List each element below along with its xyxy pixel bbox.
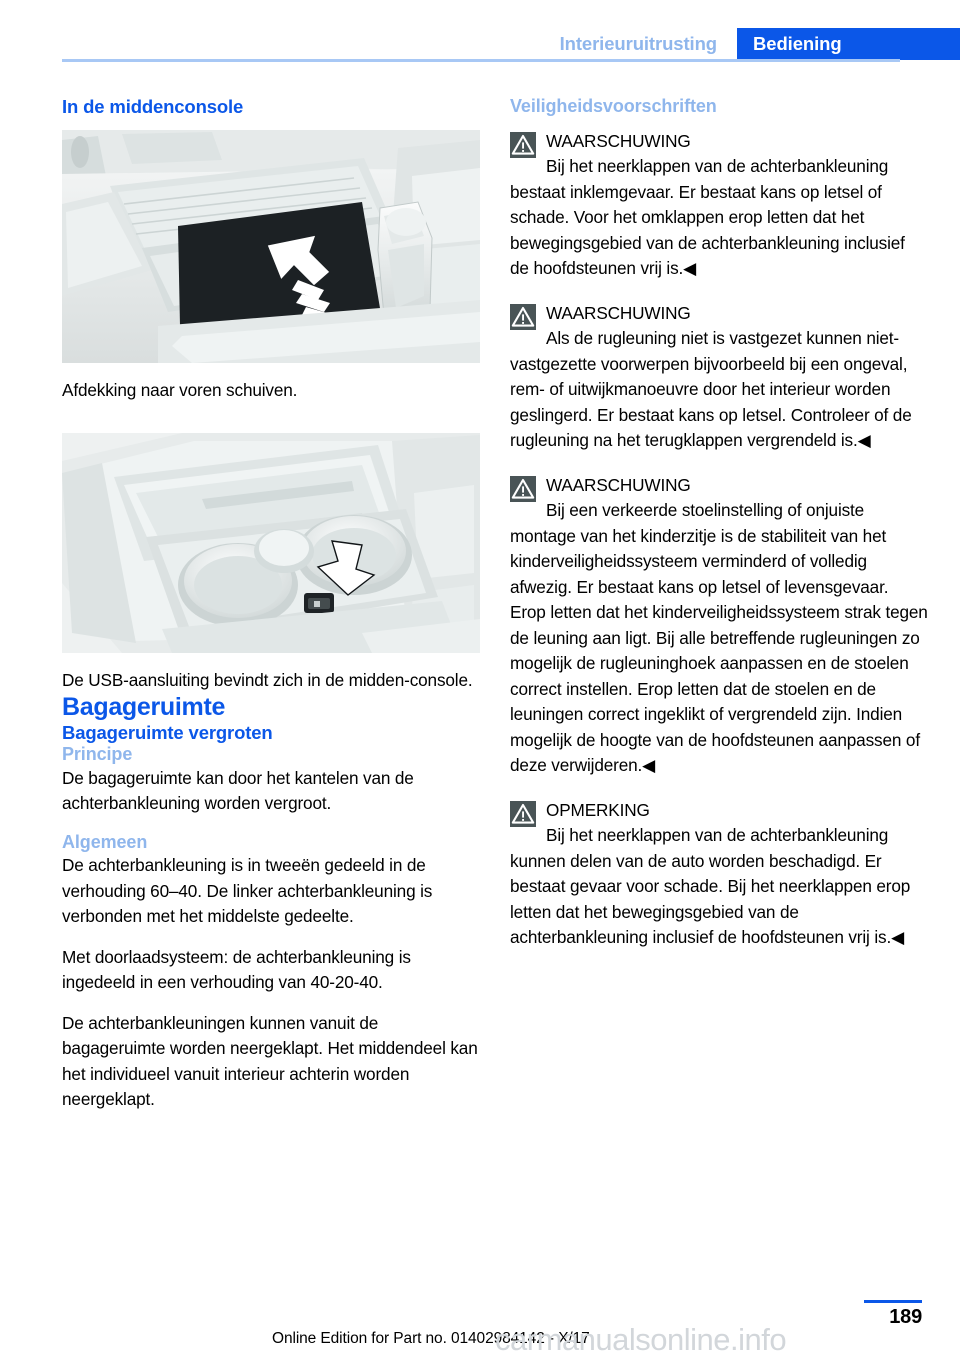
notice-title: WAARSCHUWING (546, 130, 691, 151)
right-column (510, 96, 928, 951)
warning-triangle-icon (510, 801, 536, 827)
notice-body: Bij een verkeerde stoelinstelling of onjuiste montage van het kinderzitje is de stabiliteit van het kinderveiligheidssysteem verminderd of volledig afwezig. Er bestaat kans op letsel of levensgevaar. Erop letten dat het kinderveiligheidssysteem strak tegen de leuning aan ligt. Bij alle betreffende rugleuningen zo mogelijk de rugleuninghoek aanpassen en de stoelen correct instellen. Erop letten dat de stoelen en de leuningen correct ingeklikt of vergrendeld zijn. Indien mogelijk de hoogte van de hoofdsteunen aanpassen of deze verwijderen.◀ (510, 500, 928, 776)
warning-triangle-icon (510, 476, 536, 502)
footer-rule (864, 1300, 922, 1303)
notice-body: Bij het neerklappen van de achterbankleuning bestaat inklemgevaar. Er bestaat kans op letsel of schade. Voor het omklappen erop letten dat het bewegingsgebied van de achterbankleuning inclusief de hoofdsteunen vrij is.◀ (510, 156, 905, 279)
page-header (0, 0, 960, 64)
warning-triangle-icon (510, 132, 536, 158)
heading-veiligheidsvoorschriften: Veiligheidsvoorschriften (510, 96, 717, 116)
paragraph-algemeen-1: De achterbankleuning is in tweeën gedeeld in de verhouding 60–40. De linker achterbankleuning is verbonden met het middelste gedeelte. (62, 855, 433, 927)
page-number: 189 (889, 1306, 922, 1328)
notice-title: OPMERKING (546, 799, 650, 820)
paragraph-algemeen-3: De achterbankleuningen kunnen vanuit de bagageruimte worden neergeklapt. Het middendeel kan het individueel vanuit interieur achterin worden neergeklapt. (62, 1012, 478, 1110)
paragraph-algemeen-2: Met doorlaadsysteem: de achterbankleuning is ingedeeld in een verhouding van 40-20-40. (62, 946, 411, 993)
notice-block (510, 301, 928, 454)
breadcrumb-secondary[interactable]: Interieuruitrusting (559, 33, 717, 54)
heading-algemeen: Algemeen (62, 831, 148, 852)
figure-caption-2: De USB-aansluiting bevindt zich in de midden-console. (62, 669, 473, 690)
breadcrumb-current[interactable]: Bediening (753, 33, 842, 54)
heading-in-de-middenconsole: In de middenconsole (62, 96, 244, 117)
cupholder-usb-illustration (62, 433, 480, 653)
notice-body: Als de rugleuning niet is vastgezet kunnen niet-vastgezette voorwerpen bijvoorbeeld bij een ongeval, rem- of uitwijkmanoeuvre door het interieur worden geslingerd. Er bestaat kans op letsel. Controleer of de rugleuning na het terugklappen vergrendeld is.◀ (510, 328, 912, 451)
notice-body: Bij het neerklappen van de achterbankleuning kunnen delen van de auto worden beschadigd. Er bestaat gevaar voor schade. Bij het neerklappen erop letten dat het bewegingsgebied van de achterbankleuning inclusief de hoofdsteunen vrij is.◀ (510, 825, 911, 948)
figure-center-console-cover (62, 130, 480, 363)
figure-caption-1: Afdekking naar voren schuiven. (62, 380, 298, 401)
notice-title: WAARSCHUWING (546, 474, 691, 495)
site-watermark: carmanualsonline.info (495, 1322, 787, 1357)
notice-block (510, 129, 928, 282)
center-console-sliding-cover-illustration (62, 130, 480, 363)
header-rule (62, 59, 900, 62)
heading-bagageruimte-vergroten: Bagageruimte vergroten (62, 721, 273, 743)
warning-triangle-icon (510, 304, 536, 330)
notice-block (510, 473, 928, 779)
heading-principe: Principe (62, 744, 133, 765)
notice-block (510, 798, 928, 951)
edition-notice: Online Edition for Part no. 01402984142 - X/17 (272, 1330, 590, 1347)
notice-title: WAARSCHUWING (546, 302, 691, 323)
heading-bagageruimte: Bagageruimte (62, 693, 226, 722)
figure-cupholder-usb (62, 433, 480, 653)
left-column (62, 96, 480, 1113)
paragraph-principe: De bagageruimte kan door het kantelen van de achterbankleuning worden vergroot. (62, 767, 414, 814)
